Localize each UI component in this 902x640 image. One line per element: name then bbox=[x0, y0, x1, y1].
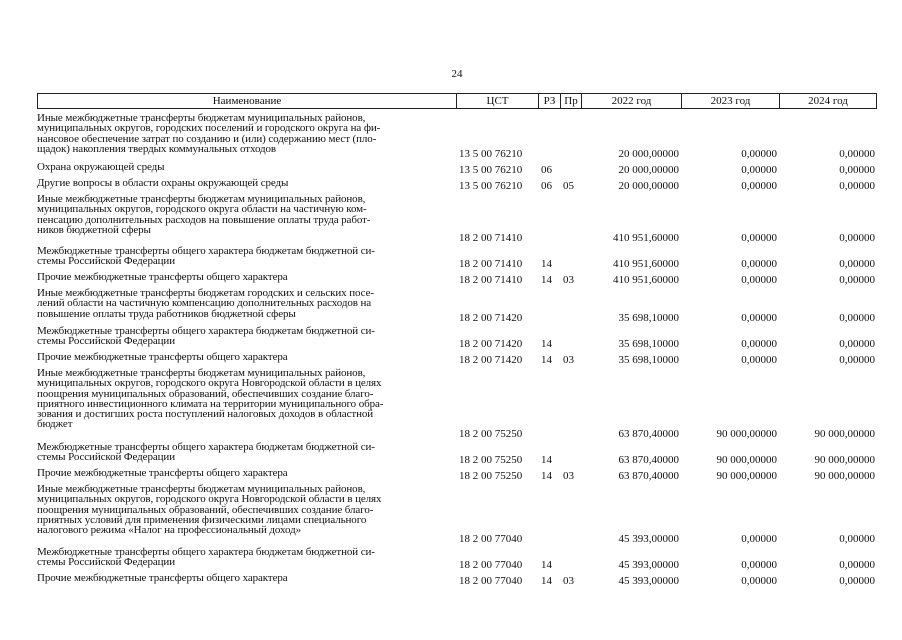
row-2022: 45 393,00000 bbox=[618, 559, 679, 571]
row-cst: 18 2 00 71420 bbox=[459, 312, 523, 324]
row-2023: 0,00000 bbox=[741, 232, 777, 244]
table-row bbox=[37, 441, 877, 467]
row-rz: 06 bbox=[541, 180, 552, 192]
row-rz: 14 bbox=[541, 575, 552, 587]
row-2022: 63 870,40000 bbox=[618, 428, 679, 440]
row-2023: 90 000,00000 bbox=[716, 428, 777, 440]
row-cst: 18 2 00 71420 bbox=[459, 338, 523, 350]
row-rz: 14 bbox=[541, 274, 552, 286]
row-rz: 14 bbox=[541, 338, 552, 350]
row-2024: 0,00000 bbox=[839, 180, 875, 192]
header-pr: Пр bbox=[560, 94, 581, 108]
row-cst: 18 2 00 71410 bbox=[459, 232, 523, 244]
row-2024: 0,00000 bbox=[839, 164, 875, 176]
row-2024: 0,00000 bbox=[839, 258, 875, 270]
row-name: Иные межбюджетные трансферты бюджетам муниципальных районов, муниципальных округов, городских поселений и городского округа на фи- нансовое обеспечение затрат по созданию и (или) содержанию мест (пло- щадок) накопления твердых коммунальных отходов bbox=[37, 112, 381, 155]
table-row bbox=[37, 287, 877, 325]
table-row bbox=[37, 367, 877, 441]
table-row bbox=[37, 161, 877, 177]
row-2024: 0,00000 bbox=[839, 338, 875, 350]
row-2024: 90 000,00000 bbox=[814, 428, 875, 440]
row-name: Межбюджетные трансферты общего характера бюджетам бюджетной си- стемы Российской Федерации bbox=[37, 546, 375, 569]
row-rz: 14 bbox=[541, 454, 552, 466]
row-cst: 18 2 00 75250 bbox=[459, 428, 523, 440]
row-name: Охрана окружающей среды bbox=[37, 161, 165, 173]
row-name: Прочие межбюджетные трансферты общего характера bbox=[37, 351, 288, 363]
row-2022: 410 951,60000 bbox=[613, 258, 679, 270]
row-2023: 90 000,00000 bbox=[716, 470, 777, 482]
row-pr: 03 bbox=[563, 274, 574, 286]
row-pr: 05 bbox=[563, 180, 574, 192]
row-cst: 13 5 00 76210 bbox=[459, 164, 523, 176]
row-2023: 0,00000 bbox=[741, 559, 777, 571]
row-cst: 18 2 00 71420 bbox=[459, 354, 523, 366]
table-row bbox=[37, 245, 877, 271]
row-name: Иные межбюджетные трансферты бюджетам муниципальных районов, муниципальных округов, городского округа области на частичную ком- пенсацию дополнительных расходов на повышение оплаты труда работ- ников бюджетной сферы bbox=[37, 193, 371, 236]
row-2022: 63 870,40000 bbox=[618, 454, 679, 466]
row-2022: 35 698,10000 bbox=[618, 354, 679, 366]
row-name: Межбюджетные трансферты общего характера бюджетам бюджетной си- стемы Российской Федерации bbox=[37, 245, 375, 268]
row-rz: 14 bbox=[541, 559, 552, 571]
row-cst: 18 2 00 71410 bbox=[459, 258, 523, 270]
row-2022: 20 000,00000 bbox=[618, 164, 679, 176]
row-name: Прочие межбюджетные трансферты общего характера bbox=[37, 572, 288, 584]
row-2023: 0,00000 bbox=[741, 312, 777, 324]
row-cst: 18 2 00 77040 bbox=[459, 559, 523, 571]
row-pr: 03 bbox=[563, 575, 574, 587]
row-cst: 18 2 00 75250 bbox=[459, 454, 523, 466]
page-number: 24 bbox=[451, 68, 463, 80]
row-2022: 35 698,10000 bbox=[618, 312, 679, 324]
table-body bbox=[37, 112, 877, 588]
row-2024: 0,00000 bbox=[839, 533, 875, 545]
row-name: Другие вопросы в области охраны окружающей среды bbox=[37, 177, 289, 189]
row-2024: 0,00000 bbox=[839, 575, 875, 587]
row-2023: 0,00000 bbox=[741, 354, 777, 366]
row-rz: 14 bbox=[541, 470, 552, 482]
row-2024: 0,00000 bbox=[839, 148, 875, 160]
row-2023: 0,00000 bbox=[741, 274, 777, 286]
row-pr: 03 bbox=[563, 354, 574, 366]
table-header bbox=[37, 93, 877, 109]
row-2023: 0,00000 bbox=[741, 338, 777, 350]
row-2023: 0,00000 bbox=[741, 164, 777, 176]
row-name: Иные межбюджетные трансферты бюджетам городских и сельских посе- лений области на частичную компенсацию дополнительных расходов на повышение оплаты труда работников бюджетной сферы bbox=[37, 287, 374, 320]
row-cst: 18 2 00 77040 bbox=[459, 533, 523, 545]
row-2022: 20 000,00000 bbox=[618, 148, 679, 160]
row-2022: 35 698,10000 bbox=[618, 338, 679, 350]
row-rz: 06 bbox=[541, 164, 552, 176]
row-name: Иные межбюджетные трансферты бюджетам муниципальных районов, муниципальных округов, городского округа Новгородской области в целях поощрения муниципальных образований, обеспечивших создание благо- приятного инвестиционного климата на территории муниципального обра- зования и достигших роста поступлений налоговых доходов в областной бюджет bbox=[37, 367, 384, 431]
header-2022: 2022 год bbox=[581, 94, 681, 108]
row-rz: 14 bbox=[541, 354, 552, 366]
table-row bbox=[37, 177, 877, 193]
row-name: Иные межбюджетные трансферты бюджетам муниципальных районов, муниципальных округов, городского округа Новгородской области в целях поощрения муниципальных образований, обеспечивших создание благо- приятных условий для применения физическими лицами специального налогового режима «Налог на профессиональный доход» bbox=[37, 483, 382, 537]
row-2024: 0,00000 bbox=[839, 232, 875, 244]
header-cst: ЦСТ bbox=[456, 94, 538, 108]
row-cst: 13 5 00 76210 bbox=[459, 180, 523, 192]
row-2022: 20 000,00000 bbox=[618, 180, 679, 192]
row-name: Прочие межбюджетные трансферты общего характера bbox=[37, 271, 288, 283]
table-row bbox=[37, 325, 877, 351]
row-2022: 410 951,60000 bbox=[613, 274, 679, 286]
table-row bbox=[37, 193, 877, 245]
row-2024: 0,00000 bbox=[839, 312, 875, 324]
row-2024: 0,00000 bbox=[839, 274, 875, 286]
row-name: Прочие межбюджетные трансферты общего характера bbox=[37, 467, 288, 479]
row-2024: 0,00000 bbox=[839, 354, 875, 366]
row-name: Межбюджетные трансферты общего характера бюджетам бюджетной си- стемы Российской Федерации bbox=[37, 325, 375, 348]
row-cst: 18 2 00 77040 bbox=[459, 575, 523, 587]
row-2024: 90 000,00000 bbox=[814, 470, 875, 482]
table-row bbox=[37, 467, 877, 483]
row-2023: 0,00000 bbox=[741, 148, 777, 160]
header-2023: 2023 год bbox=[681, 94, 779, 108]
table-row bbox=[37, 351, 877, 367]
row-cst: 18 2 00 75250 bbox=[459, 470, 523, 482]
header-name: Наименование bbox=[212, 95, 282, 107]
row-rz: 14 bbox=[541, 258, 552, 270]
table-row bbox=[37, 572, 877, 588]
header-2024: 2024 год bbox=[779, 94, 876, 108]
row-2023: 0,00000 bbox=[741, 575, 777, 587]
row-2022: 410 951,60000 bbox=[613, 232, 679, 244]
row-2022: 63 870,40000 bbox=[618, 470, 679, 482]
table-row bbox=[37, 483, 877, 546]
row-pr: 03 bbox=[563, 470, 574, 482]
row-2023: 0,00000 bbox=[741, 258, 777, 270]
row-2022: 45 393,00000 bbox=[618, 575, 679, 587]
header-rz: РЗ bbox=[538, 94, 560, 108]
row-2022: 45 393,00000 bbox=[618, 533, 679, 545]
table-row bbox=[37, 546, 877, 572]
row-cst: 13 5 00 76210 bbox=[459, 148, 523, 160]
table-row bbox=[37, 271, 877, 287]
row-cst: 18 2 00 71410 bbox=[459, 274, 523, 286]
row-2024: 0,00000 bbox=[839, 559, 875, 571]
row-2023: 90 000,00000 bbox=[716, 454, 777, 466]
row-2024: 90 000,00000 bbox=[814, 454, 875, 466]
row-2023: 0,00000 bbox=[741, 533, 777, 545]
table-row bbox=[37, 112, 877, 161]
row-name: Межбюджетные трансферты общего характера бюджетам бюджетной си- стемы Российской Федерации bbox=[37, 441, 375, 464]
row-2023: 0,00000 bbox=[741, 180, 777, 192]
